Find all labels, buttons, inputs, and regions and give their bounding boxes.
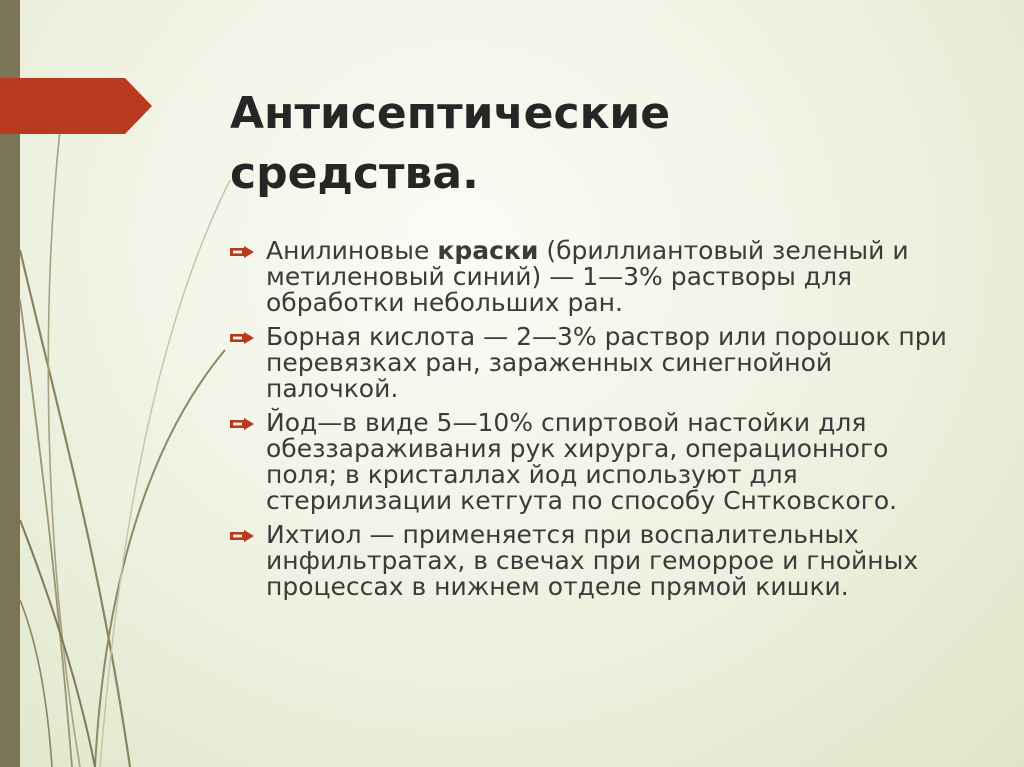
grass-blade <box>20 250 130 767</box>
grass-decoration <box>0 0 260 767</box>
bullet-text-rest: (бриллиантовый зеленый и метиленовый синий) — 1—3% растворы для обработки небольших ран. <box>266 236 909 317</box>
bullet-item <box>228 324 948 402</box>
bullet-bold-text: краски <box>437 236 539 265</box>
bullet-item <box>228 410 948 514</box>
grass-blade <box>20 520 95 767</box>
bullet-text: Ихтиол — применяется при воспалительных инфильтратах, в свечах при геморрое и гнойных процессах в нижнем отделе прямой кишки. <box>266 520 919 601</box>
bullet-text: Йод—в виде 5—10% спиртовой настойки для обеззараживания рук хирурга, операционного поля; в кристаллах йод используют для стерилизации кетгута по способу Снтковского. <box>266 408 898 515</box>
bullet-text: Борная кислота — 2—3% раствор или порошок при перевязках ран, зараженных синегнойной палочкой. <box>266 322 947 403</box>
bullet-item <box>228 522 948 600</box>
pencil-arrow-icon <box>230 530 254 542</box>
pencil-arrow-icon <box>230 246 254 258</box>
bullet-text: Анилиновые <box>266 236 438 265</box>
bullet-item <box>228 238 948 316</box>
pencil-arrow-icon <box>230 418 254 430</box>
arrow-banner-icon <box>0 78 152 134</box>
slide-title: Антисептические средства. <box>230 88 671 199</box>
pencil-arrow-icon <box>230 332 254 344</box>
grass-blade <box>20 300 72 767</box>
grass-blade <box>20 600 52 767</box>
grass-blade <box>95 350 225 767</box>
grass-blade <box>100 180 230 767</box>
bullet-list <box>228 238 948 608</box>
